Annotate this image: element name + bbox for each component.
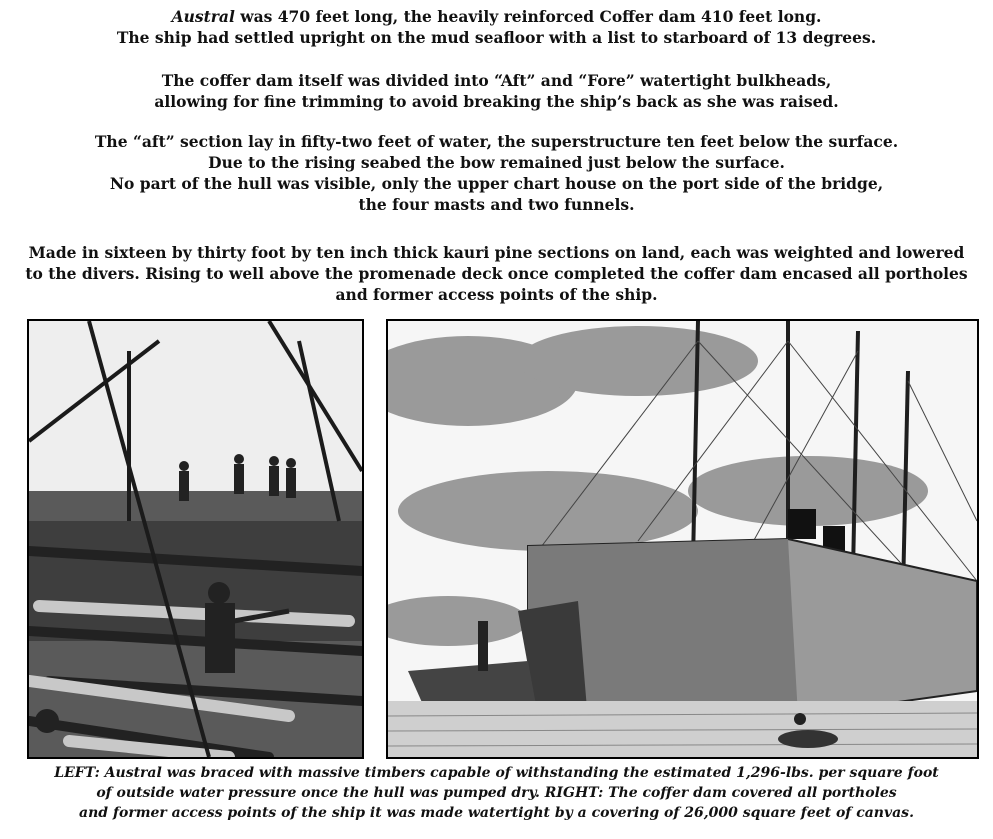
- bulkheads-paragraph: [0, 70, 993, 112]
- paragraph-line: and former access points of the ship.: [335, 285, 658, 304]
- paragraph-line: Made in sixteen by thirty foot by ten inch thick kauri pine sections on land, each was weighted and lowered: [28, 243, 965, 262]
- paragraph-line: The “aft” section lay in fifty-two feet of water, the superstructure ten feet below the surface.: [94, 132, 899, 151]
- paragraph-line: Due to the rising seabed the bow remained just below the surface.: [208, 153, 785, 172]
- paragraph-line: The ship had settled upright on the mud seafloor with a list to starboard of 13 degrees.: [116, 28, 877, 47]
- paragraph-line: [0, 6, 993, 27]
- caption-line: and former access points of the ship it was made watertight by a covering of 26,000 square feet of canvas.: [79, 805, 914, 821]
- paragraph-line-rest: was 470 feet long, the heavily reinforced Coffer dam 410 feet long.: [234, 7, 822, 26]
- paragraph-line: allowing for fine trimming to avoid breaking the ship’s back as she was raised.: [154, 92, 839, 111]
- caption-line: of outside water pressure once the hull was pumped dry. RIGHT: The coffer dam covered all portholes: [96, 785, 897, 801]
- caption-line: LEFT: Austral was braced with massive timbers capable of withstanding the estimated 1,296-lbs. per square foot: [54, 765, 939, 781]
- aft-section-paragraph: [0, 131, 993, 215]
- paragraph-line: The coffer dam itself was divided into “Aft” and “Fore” watertight bulkheads,: [161, 71, 832, 90]
- paragraph-line: No part of the hull was visible, only the upper chart house on the port side of the bridge,: [109, 174, 884, 193]
- paragraph-line: the four masts and two funnels.: [358, 195, 635, 214]
- intro-paragraph: [0, 6, 993, 48]
- ship-name: Austral: [171, 7, 235, 26]
- paragraph-line: to the divers. Rising to well above the promenade deck once completed the coffer dam encased all portholes: [25, 264, 968, 283]
- construction-paragraph: [0, 242, 993, 305]
- left-photo-illustration: [29, 321, 362, 757]
- right-photo-illustration: [388, 321, 977, 757]
- photo-caption: [0, 763, 993, 823]
- right-photo-coffer-dam: [386, 319, 979, 759]
- left-photo-timber-bracing: [27, 319, 364, 759]
